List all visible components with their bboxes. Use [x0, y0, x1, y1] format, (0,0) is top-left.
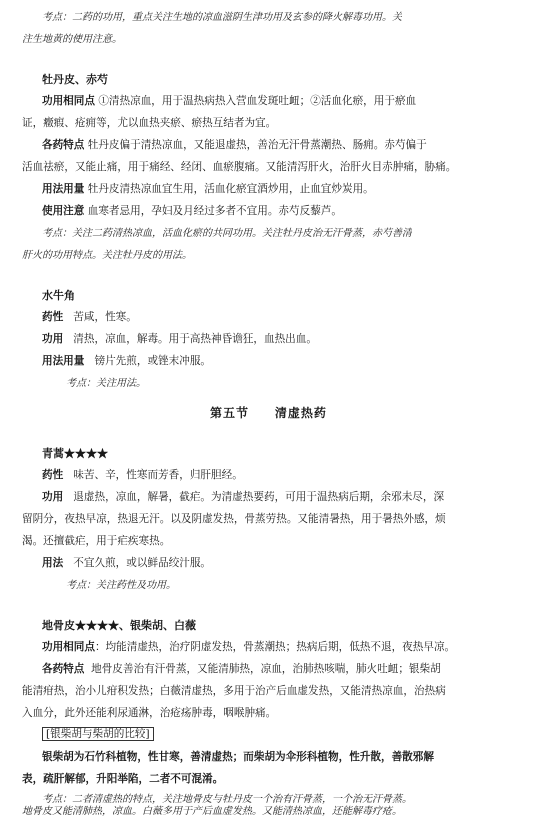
mudanpi-common: [42, 92, 416, 111]
mudanpi-features-label: 各药特点: [42, 139, 85, 151]
qinghao-stars: ★★★★: [64, 447, 108, 460]
qinghao-function-label: 功用: [42, 491, 64, 503]
mudanpi-title: 牡丹皮、赤芍: [42, 73, 108, 86]
qinghao-nature: [42, 466, 243, 485]
digupi-note-line-1: 考点：二者清虚热的特点，关注地骨皮与牡丹皮一个治有汗骨蒸，一个治无汗骨蒸。: [42, 794, 412, 805]
qinghao-usage-label: 用法: [42, 557, 64, 569]
shuiniujiao-title: 水牛角: [42, 289, 75, 302]
digupi-compare-box: [42, 725, 154, 744]
mudanpi-features: [42, 136, 427, 155]
mudanpi-features-line-1: 牡丹皮偏于清热凉血，又能退虚热，善治无汗骨蒸潮热、肠痈。赤芍偏于: [87, 139, 427, 151]
mudanpi-caution: [42, 202, 342, 221]
qinghao-nature-text: 味苦、辛，性寒而芳香，归肝胆经。: [73, 469, 243, 481]
digupi-title: 地骨皮: [42, 619, 75, 632]
note-intro-line-2: 注生地黄的使用注意。: [22, 34, 122, 45]
shuiniujiao-usage-label: 用法用量: [42, 355, 85, 367]
digupi-features: [42, 660, 441, 679]
digupi-common-text: ：均能清虚热，治疗阴虚发热，骨蒸潮热；热病后期，低热不退，夜热早凉。: [94, 641, 456, 653]
qinghao-usage-text: 不宜久煎，或以鲜品绞汁服。: [73, 557, 212, 569]
digupi-stars: ★★★★: [75, 619, 119, 632]
mudanpi-usage: [42, 180, 374, 199]
shuiniujiao-function-text: 清热，凉血，解毒。用于高热神昏谵狂，血热出血。: [73, 333, 317, 345]
section-number: 第五节: [210, 406, 250, 420]
digupi-title-rest: 、银柴胡、白薇: [119, 619, 196, 632]
qinghao-usage: [42, 554, 211, 573]
mudanpi-common-label: 功用相同点: [42, 95, 95, 107]
qinghao-function-line-3: 渴。还擅截疟，用于疟疾寒热。: [22, 535, 171, 547]
mudanpi-features-line-2: 活血祛瘀，又能止痛，用于痛经、经闭、血瘀腹痛。又能清泻肝火，治肝火目赤肿痛，胁痛。: [22, 161, 457, 173]
qinghao-note: 考点：关注药性及功用。: [66, 580, 176, 591]
digupi-features-line-1: 地骨皮善治有汗骨蒸，又能清肺热，凉血，治肺热咳喘，肺火吐衄；银柴胡: [91, 663, 441, 675]
shuiniujiao-note: 考点：关注用法。: [66, 378, 146, 389]
digupi-compare-title: [银柴胡与柴胡的比较]: [42, 727, 154, 741]
digupi-common: [42, 638, 455, 657]
digupi-features-line-2: 能清疳热，治小儿疳积发热；白薇清虚热，多用于治产后血虚发热，又能清热凉血，治热病: [22, 685, 446, 697]
digupi-compare-line-2: 表，疏肝解郁，升阳举陷，二者不可混淆。: [22, 773, 224, 785]
shuiniujiao-nature-text: 苦咸，性寒。: [73, 311, 137, 323]
mudanpi-usage-label: 用法用量: [42, 183, 85, 195]
qinghao-function-line-1: 退虚热，凉血，解暑，截疟。为清虚热要药，可用于温热病后期，余邪未尽，深: [73, 491, 445, 503]
section-heading: [210, 404, 327, 423]
mudanpi-note-line-1: 考点：关注二药清热凉血，活血化瘀的共同功用。关注牡丹皮治无汗骨蒸，赤芍善清: [42, 228, 412, 239]
digupi-common-label: 功用相同点: [42, 641, 95, 653]
qinghao-nature-label: 药性: [42, 469, 64, 481]
mudanpi-common-line-2: 证，癥瘕、疮痈等，尤以血热夹瘀、瘀热互结者为宜。: [22, 117, 277, 129]
shuiniujiao-function: [42, 330, 317, 349]
shuiniujiao-nature: [42, 308, 137, 327]
qinghao-title: 青蒿: [42, 447, 64, 460]
shuiniujiao-function-label: 功用: [42, 333, 64, 345]
digupi-features-label: 各药特点: [42, 663, 85, 675]
digupi-compare-line-1: 银柴胡为石竹科植物，性甘寒，善清虚热；而柴胡为伞形科植物，性升散，善散邪解: [42, 751, 434, 763]
mudanpi-caution-label: 使用注意: [42, 205, 85, 217]
mudanpi-note-line-2: 肝火的功用特点。关注牡丹皮的用法。: [22, 250, 192, 261]
section-title: 清虚热药: [274, 406, 327, 420]
mudanpi-common-line-1: ①清热凉血，用于温热病热入营血发斑吐衄；②活血化瘀，用于瘀血: [98, 95, 417, 107]
digupi-heading: [42, 616, 196, 635]
digupi-note-line-2: 地骨皮又能清肺热，凉血。白薇多用于产后血虚发热。又能清热凉血，还能解毒疗疮。: [22, 806, 402, 817]
shuiniujiao-nature-label: 药性: [42, 311, 64, 323]
qinghao-heading: [42, 444, 108, 463]
qinghao-function: [42, 488, 444, 507]
qinghao-function-line-2: 留阴分，夜热早凉，热退无汗。以及阴虚发热，骨蒸劳热。又能清暑热，用于暑热外感，烦: [22, 513, 446, 525]
shuiniujiao-usage: [42, 352, 211, 371]
note-intro-line-1: 考点：二药的功用，重点关注生地的凉血滋阴生津功用及玄参的降火解毒功用。关: [42, 12, 402, 23]
mudanpi-usage-text: 牡丹皮清热凉血宜生用，活血化瘀宜酒炒用，止血宜炒炭用。: [87, 183, 374, 195]
shuiniujiao-usage-text: 镑片先煎，或锉末冲服。: [94, 355, 212, 367]
digupi-features-line-3: 入血分，此外还能利尿通淋，治疮疡肿毒，咽喉肿痛。: [22, 707, 277, 719]
mudanpi-caution-text: 血寒者忌用，孕妇及月经过多者不宜用。赤芍反藜芦。: [87, 205, 342, 217]
